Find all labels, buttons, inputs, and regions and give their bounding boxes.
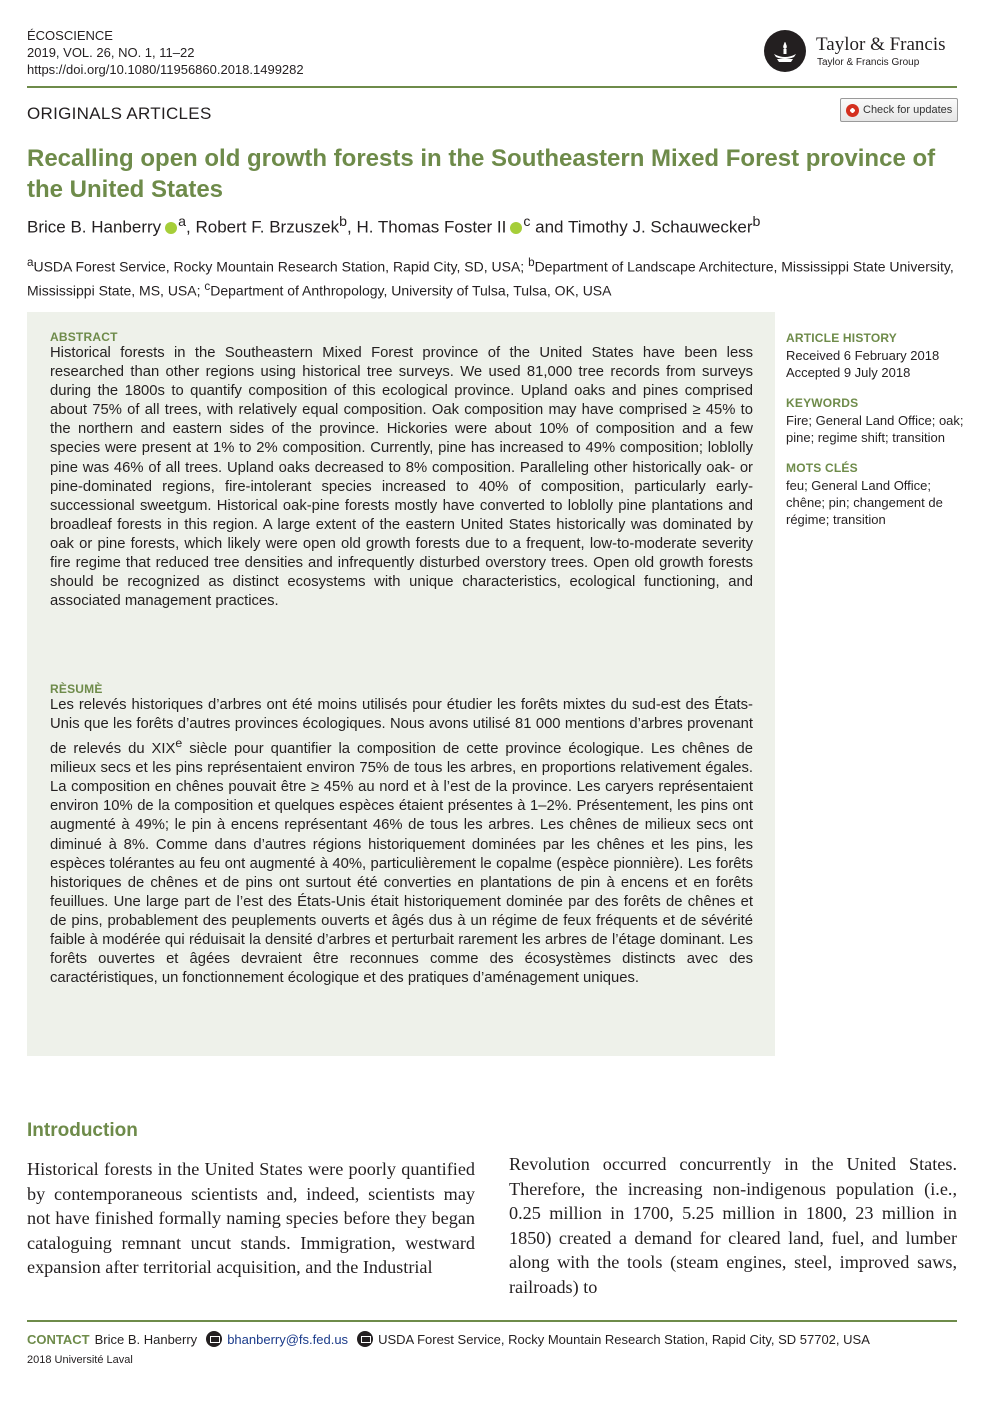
- article-history-heading: ARTICLE HISTORY: [786, 331, 898, 345]
- author-affiliation-mark: a: [178, 214, 187, 230]
- email-icon: [206, 1331, 222, 1347]
- contact-name: Brice B. Hanberry: [94, 1331, 198, 1347]
- keywords-list: Fire; General Land Office; oak; pine; regime shift; transition: [786, 413, 964, 445]
- contact-email-link[interactable]: bhanberry@fs.fed.us: [227, 1331, 349, 1347]
- introduction-column-left: Historical forests in the United States were poorly quantified by contemporaneous scientists and, indeed, scientists may not have finished formally naming species before they began cataloguing remnant uncut stands. Immigration, westward expansion after territorial acquisition, and the Industrial: [27, 1159, 475, 1278]
- abstract-text: Historical forests in the Southeastern Mixed Forest province of the United States have been less researched than other regions using historical tree surveys. We used 81,000 tree records from surveys during the 1800s to quantify composition of this ecological province. Upland oaks and pines comprised about 75% of all trees, with relatively equal composition. Oak composition may have comprised ≥ 45% to the northern and eastern sides of the province. Hickories were about 10% of composition and a few species were present at 1% to 2% composition. Currently, pine has increased to 49% composition; loblolly pine was 46% of all trees. Upland oaks decreased to 8% composition. Paralleling other historically oak- or pine-dominated regions, fire-intolerant species increased to 40% of composition, particularly early-successional sweetgum. Historical oak-pine forests mostly have converted to loblolly pine plantations and broadleaf forests in this region. A large extent of the eastern United States historically was dominated by oak or pine forests, which likely were open old growth forests due to a frequent, low-to-moderate severity fire regime that reduced tree densities and infrequently disturbed overstory trees. Open old growth forests should be recognized as distinct ecosystems with unique characteristics, ecological functioning, and associated management practices.: [50, 345, 753, 610]
- author-affiliation-mark: b: [752, 214, 761, 230]
- check-for-updates-label: Check for updates: [863, 104, 953, 116]
- journal-name: ÉCOSCIENCE: [27, 28, 113, 43]
- journal-metadata: [27, 27, 304, 78]
- author-affiliation-mark: c: [523, 214, 531, 230]
- check-for-updates-button[interactable]: [840, 98, 958, 122]
- copyright-notice: 2018 Université Laval: [27, 1354, 133, 1366]
- publisher-lamp-icon: [764, 30, 806, 72]
- received-date: Received 6 February 2018: [786, 348, 940, 363]
- introduction-heading: Introduction: [27, 1120, 138, 1141]
- article-title: Recalling open old growth forests in the Southeastern Mixed Forest province of the United States: [27, 145, 936, 203]
- resume-heading: RÈSUMÈ: [50, 682, 103, 696]
- journal-issue: 2019, VOL. 26, NO. 1, 11–22: [27, 45, 195, 60]
- publisher-name: Taylor & Francis: [816, 34, 946, 55]
- affiliation-text: Department of Landscape Architecture, Mississippi State University, Mississippi State, MS, USA;: [27, 258, 954, 299]
- resume-superscript: e: [175, 736, 183, 751]
- author-separator: ,: [186, 217, 196, 237]
- orcid-icon[interactable]: [510, 222, 522, 234]
- contact-address: USDA Forest Service, Rocky Mountain Research Station, Rapid City, SD 57702, USA: [378, 1331, 870, 1347]
- abstract-section: [50, 330, 753, 611]
- affiliation-mark: c: [204, 279, 211, 293]
- author-affiliation-mark: b: [339, 214, 347, 230]
- article-section-label: ORIGINALS ARTICLES: [27, 104, 212, 123]
- author-name[interactable]: Robert F. Brzuszek: [195, 217, 340, 237]
- resume-text: [50, 696, 753, 988]
- orcid-icon[interactable]: [165, 222, 177, 234]
- contact-label: CONTACT: [27, 1331, 90, 1347]
- crossmark-icon: [846, 104, 859, 117]
- author-separator: and: [530, 217, 568, 237]
- resume-section: [50, 682, 753, 988]
- mots-cles-list: feu; General Land Office; chêne; pin; changement de régime; transition: [786, 478, 943, 527]
- author-name[interactable]: Brice B. Hanberry: [27, 217, 162, 237]
- author-list: [27, 214, 957, 238]
- abstract-panel: [27, 312, 775, 1056]
- affiliation-mark: b: [528, 256, 535, 269]
- resume-text-rest: siècle pour quantifier la composition de cette province écologique. Les chênes de milieux secs et les pins représentaient environ 75% de tous les arbres, en proportions relativement égales. La composition en chênes pouvait être ≥ 45% au nord et à l’est de la province. Les caryers représentaient environ 10% de la composition et quelques espèces étaient présentes à 1–2%. Présentement, les pins ont augmenté à 49%; le pin à encens représentant 46% de tous les arbres. Les chênes de milieux secs ont diminué à 8%. Comme dans d’autres régions historiquement dominées par les chênes et les pins, les espèces tolérantes au feu ont augmenté à 40%, particulièrement le copalme (espèce pionnière). Les forêts historiques de chênes et de pins ont surtout été converties en plantations de pin à encens et en forêts feuillues. Une large part de l’est des États-Unis était historiquement dominée par des forêts de chênes et de pins, probablement des peuplements ouverts et âgés dus à un régime de feux fréquents et de sévérité faible à modérée qui réduisait la densité d’arbres et perturbait rarement les arbres de l’étage dominant. Les forêts ouvertes et âgées devraient être reconnues comme des écosystèmes distincts avec des caractéristiques, un fonctionnement écologique et des pratiques d’aménagement uniques.: [50, 741, 753, 987]
- affiliation-mark: a: [27, 256, 34, 269]
- footer-divider: [27, 1320, 957, 1322]
- author-name[interactable]: H. Thomas Foster II: [356, 217, 507, 237]
- author-separator: ,: [346, 217, 357, 237]
- contact-line: [27, 1331, 870, 1347]
- article-sidebar: [786, 330, 966, 528]
- accepted-date: Accepted 9 July 2018: [786, 365, 911, 380]
- header-divider: [27, 86, 957, 88]
- keywords-heading: KEYWORDS: [786, 396, 859, 410]
- introduction-column-right: Revolution occurred concurrently in the United States. Therefore, the increasing non-indigenous population (i.e., 0.25 million in 1700, 5.25 million in 1800, 23 million in 1850) created a demand for cleared land, fuel, and lumber along with the tools (steam engines, steel, improved saws, railroads) to: [509, 1154, 957, 1297]
- publisher-group: Taylor & Francis Group: [817, 57, 920, 68]
- resume-text-start: Les relevés historiques d’arbres ont été moins utilisés pour étudier les forêts mixtes du sud-est des États-Unis que les forêts d’autres provinces écologiques. Nous avons utilisé 81 000 mentions d’arbres provenant de relevés du XIX: [50, 697, 753, 758]
- affiliation-text: USDA Forest Service, Rocky Mountain Research Station, Rapid City, SD, USA;: [33, 258, 529, 275]
- address-icon: [357, 1331, 373, 1347]
- affiliation-text: Department of Anthropology, University of Tulsa, Tulsa, OK, USA: [210, 282, 612, 299]
- doi-link[interactable]: https://doi.org/10.1080/11956860.2018.1499282: [27, 62, 304, 77]
- affiliations: [27, 253, 962, 300]
- abstract-heading: ABSTRACT: [50, 330, 118, 344]
- publisher-logo[interactable]: [764, 30, 964, 78]
- author-name[interactable]: Timothy J. Schauwecker: [567, 217, 753, 237]
- mots-cles-heading: MOTS CLÉS: [786, 461, 858, 475]
